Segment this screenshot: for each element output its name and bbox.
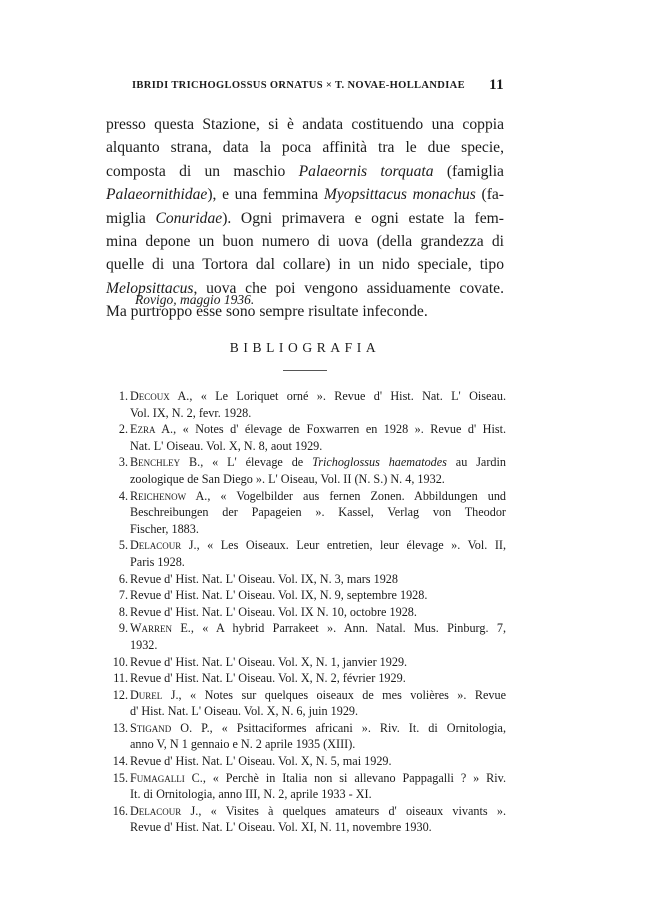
species-name: Myopsittacus monachus bbox=[323, 186, 476, 204]
bibliography-entry bbox=[113, 604, 506, 621]
entry-line bbox=[130, 454, 506, 471]
entry-number: 9. bbox=[118, 621, 128, 636]
entry-line bbox=[130, 405, 506, 422]
entry-line bbox=[130, 521, 506, 538]
species-name: Trichoglossus haematodes bbox=[312, 455, 447, 470]
entry-text: , « Vogelbilder aus fernen Zonen. Abbildungen und bbox=[207, 488, 507, 503]
body-line: presso questa Stazione, si è andata costituendo una coppia bbox=[106, 116, 504, 133]
running-head bbox=[132, 77, 504, 93]
bibliography-entry bbox=[113, 687, 506, 720]
species-name: Palaeornis torquata bbox=[298, 162, 434, 180]
entry-number: 10. bbox=[112, 654, 128, 669]
entry-text: au Jardin bbox=[446, 455, 506, 470]
bibliography-entry bbox=[113, 571, 506, 588]
entry-line bbox=[130, 720, 506, 737]
bibliography-heading: BIBLIOGRAFIA bbox=[229, 340, 381, 355]
entry-text: , « Notes sur quelques oiseaux de mes volières ». Revue bbox=[178, 687, 507, 702]
author-name: Warren E. bbox=[130, 621, 191, 636]
entry-text: Revue d' Hist. Nat. L' Oiseau. Vol. XI, N. 11, novembre 1930. bbox=[130, 820, 432, 835]
entry-line bbox=[130, 736, 506, 753]
bibliography-entry bbox=[113, 454, 506, 487]
entry-line bbox=[130, 604, 506, 621]
bibliography-entry bbox=[113, 388, 506, 421]
entry-text: Revue d' Hist. Nat. L' Oiseau. Vol. IX, N. 9, septembre 1928. bbox=[130, 588, 428, 603]
entry-number: 8. bbox=[118, 604, 128, 619]
entry-text: Beschreibungen der Papageien ». Kassel, Verlag von Theodor bbox=[130, 505, 506, 520]
entry-line bbox=[130, 770, 506, 787]
bibliography-entry bbox=[113, 803, 506, 836]
family-name: Conuridae bbox=[155, 209, 223, 227]
body-line: Melopsittacus, uova che poi vengono assiduamente covate. bbox=[106, 279, 504, 297]
entry-text: Revue d' Hist. Nat. L' Oiseau. Vol. IX, N. 3, mars 1928 bbox=[130, 571, 398, 586]
entry-line bbox=[130, 819, 506, 836]
author-name: Ezra A. bbox=[130, 422, 174, 437]
body-line: Ma purtroppo esse sono sempre risultate infeconde. bbox=[106, 303, 428, 321]
entry-text: , « Notes d' élevage de Foxwarren en 1928 ». Revue d' Hist. bbox=[173, 422, 507, 437]
bibliography-entry bbox=[113, 770, 506, 803]
bibliography-list bbox=[113, 388, 506, 836]
entry-number: 15. bbox=[112, 770, 128, 785]
entry-line bbox=[130, 803, 506, 820]
entry-text: zoologique de San Diego ». L' Oiseau, Vol. II (N. S.) N. 4, 1932. bbox=[130, 471, 445, 486]
entry-text: Nat. L' Oiseau. Vol. X, N. 8, aout 1929. bbox=[130, 438, 323, 453]
entry-text: , « Psittaciformes africani ». Riv. It. di Ornitologia, bbox=[209, 720, 507, 735]
entry-line bbox=[130, 537, 506, 554]
bibliography-entry bbox=[113, 654, 506, 671]
author-name: Decoux A. bbox=[130, 389, 190, 403]
signoff-place-date: Rovigo, maggio 1936. bbox=[135, 292, 255, 307]
entry-line bbox=[130, 471, 506, 488]
entry-text: Revue d' Hist. Nat. L' Oiseau. Vol. X, N. 1, janvier 1929. bbox=[130, 654, 408, 669]
entry-line bbox=[130, 438, 506, 455]
entry-text: Revue d' Hist. Nat. L' Oiseau. Vol. IX N. 10, octobre 1928. bbox=[130, 604, 417, 619]
entry-text: Vol. IX, N. 2, fevr. 1928. bbox=[130, 405, 252, 420]
entry-text: Fischer, 1883. bbox=[130, 521, 199, 536]
entry-text: It. di Ornitologia, anno III, N. 2, aprile 1933 - XI. bbox=[130, 787, 372, 802]
entry-number: 4. bbox=[118, 488, 128, 503]
bibliography-entry bbox=[113, 620, 506, 653]
author-name: Fumagalli C. bbox=[130, 770, 203, 785]
entry-number: 12. bbox=[112, 687, 128, 702]
author-name: Delacour J. bbox=[130, 538, 197, 553]
bibliography-entry bbox=[113, 537, 506, 570]
body-line: mina depone un buon numero di uova (della grandezza di bbox=[106, 232, 504, 250]
entry-text: , « Visites à quelques amateurs d' oiseaux vivants ». bbox=[198, 803, 506, 818]
entry-text: , « Perchè in Italia non si allevano Pappagalli ? » Riv. bbox=[202, 770, 506, 785]
entry-number: 2. bbox=[118, 422, 128, 437]
entry-text: , « Les Oiseaux. Leur entretien, leur élevage ». Vol. II, bbox=[196, 538, 506, 553]
entry-line bbox=[130, 554, 506, 571]
entry-text: anno V, N 1 gennaio e N. 2 aprile 1935 (XIII). bbox=[130, 737, 356, 752]
body-line: alquanto strana, data la poca affinità tra le due specie, bbox=[106, 139, 504, 157]
entry-line bbox=[130, 654, 506, 671]
bibliography-entry bbox=[113, 670, 506, 687]
entry-line bbox=[130, 786, 506, 803]
running-title: IBRIDI TRICHOGLOSSUS ORNATUS × T. NOVAE-HOLLANDIAE bbox=[132, 80, 465, 91]
entry-number: 3. bbox=[118, 455, 128, 470]
body-line: quelle di una Tortora dal collare) in un nido speciale, tipo bbox=[106, 256, 504, 274]
entry-line bbox=[130, 620, 506, 637]
bibliography-entry bbox=[113, 720, 506, 753]
bibliography-entry bbox=[113, 753, 506, 770]
entry-text: d' Hist. Nat. L' Oiseau. Vol. X, N. 6, juin 1929. bbox=[130, 704, 359, 719]
entry-number: 5. bbox=[118, 538, 128, 553]
entry-number: 16. bbox=[112, 803, 128, 818]
bibliography-entry bbox=[113, 587, 506, 604]
family-name: Palaeornithidae bbox=[106, 186, 208, 204]
entry-text: , « Le Loriquet orné ». Revue d' Hist. Nat. L' Oiseau. bbox=[189, 389, 506, 403]
author-name: Delacour J. bbox=[130, 803, 199, 818]
entry-line bbox=[130, 753, 506, 770]
genus-name: Melopsittacus bbox=[106, 279, 194, 297]
entry-line bbox=[130, 571, 506, 588]
entry-line bbox=[130, 670, 506, 687]
entry-line bbox=[130, 388, 506, 405]
entry-line bbox=[130, 421, 506, 438]
entry-line bbox=[130, 687, 506, 704]
body-line: miglia Conuridae). Ogni primavera e ogni estate la fem- bbox=[106, 209, 504, 227]
author-name: Reichenow A. bbox=[130, 488, 208, 503]
entry-number: 6. bbox=[118, 571, 128, 586]
author-name: Stigand O. P. bbox=[130, 720, 210, 735]
heading-rule bbox=[283, 370, 327, 371]
author-name: Durel J. bbox=[130, 687, 179, 702]
page-number: 11 bbox=[489, 77, 504, 93]
bibliography-entry bbox=[113, 488, 506, 538]
entry-number: 1. bbox=[118, 389, 128, 403]
entry-text: Revue d' Hist. Nat. L' Oiseau. Vol. X, N. 5, mai 1929. bbox=[130, 754, 392, 769]
body-line: Palaeornithidae), e una femmina Myopsittacus monachus (fa- bbox=[106, 186, 505, 204]
entry-line bbox=[130, 488, 506, 505]
entry-number: 11. bbox=[113, 671, 128, 686]
entry-text: , « A hybrid Parrakeet ». Ann. Natal. Mus. Pinburg. 7, bbox=[190, 621, 507, 636]
entry-text: , « L' élevage de bbox=[200, 455, 313, 470]
entry-line bbox=[130, 587, 506, 604]
entry-text: 1932. bbox=[130, 637, 158, 652]
entry-line bbox=[130, 637, 506, 654]
author-name: Benchley B. bbox=[130, 455, 201, 470]
entry-line bbox=[130, 703, 506, 720]
entry-text: Revue d' Hist. Nat. L' Oiseau. Vol. X, N. 2, février 1929. bbox=[130, 671, 406, 686]
body-line: composta di un maschio Palaeornis torquata (famiglia bbox=[106, 162, 504, 180]
entry-number: 13. bbox=[112, 720, 128, 735]
entry-line bbox=[130, 504, 506, 521]
bibliography-entry bbox=[113, 421, 506, 454]
entry-text: Paris 1928. bbox=[130, 554, 185, 569]
entry-number: 7. bbox=[118, 588, 128, 603]
entry-number: 14. bbox=[112, 754, 128, 769]
